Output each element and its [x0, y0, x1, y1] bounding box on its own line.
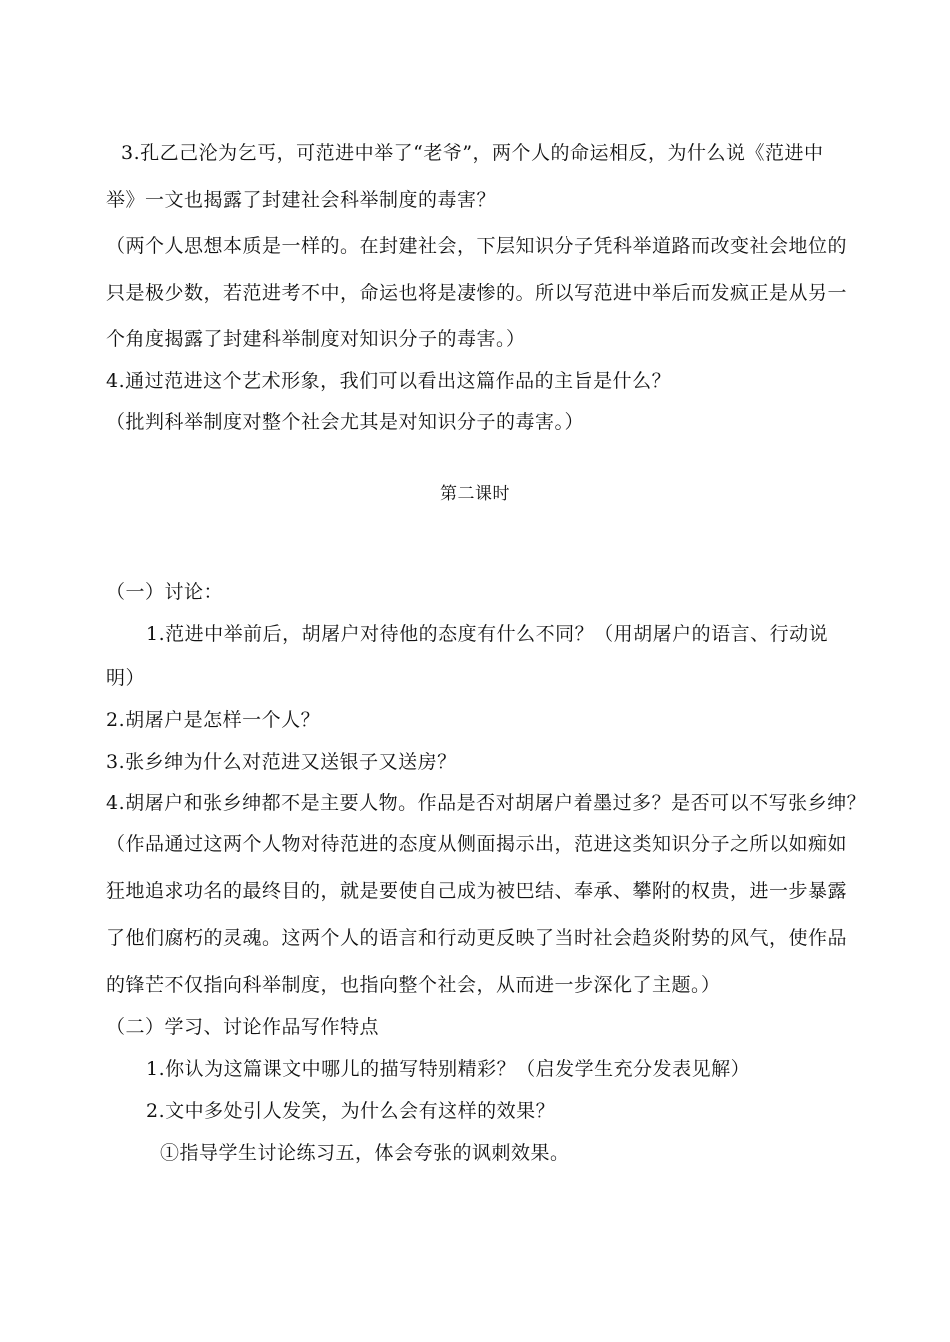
question-3-line-1: 3.孔乙己沦为乞丐，可范进中举了“老爷”，两个人的命运相反，为什么说《范进中: [121, 142, 824, 164]
answer-discussion-4-line-2: 狂地追求功名的最终目的，就是要使自己成为被巴结、奉承、攀附的权贵，进一步暴露: [106, 880, 848, 902]
question-4: 4.通过范进这个艺术形象，我们可以看出这篇作品的主旨是什么？: [106, 370, 672, 392]
discussion-4: 4.胡屠户和张乡绅都不是主要人物。作品是否对胡屠户着墨过多？是否可以不写张乡绅？: [106, 792, 867, 814]
answer-4: （批判科举制度对整个社会尤其是对知识分子的毒害。）: [106, 411, 585, 433]
part-1-heading: （一）讨论：: [106, 581, 224, 603]
discussion-1-line-2: 明）: [106, 667, 146, 689]
answer-discussion-4-line-3: 了他们腐朽的灵魂。这两个人的语言和行动更反映了当时社会趋炎附势的风气，使作品: [106, 927, 848, 949]
part-2-heading: （二）学习、讨论作品写作特点: [106, 1016, 380, 1038]
study-point-2: 2.文中多处引人发笑，为什么会有这样的效果？: [146, 1100, 556, 1122]
question-3-line-2: 举》一文也揭露了封建社会科举制度的毒害？: [106, 189, 497, 211]
study-point-2-sub-1: ①指导学生讨论练习五，体会夸张的讽刺效果。: [160, 1142, 570, 1164]
answer-discussion-4-line-4: 的锋芒不仅指向科举制度，也指向整个社会，从而进一步深化了主题。）: [106, 974, 721, 996]
study-point-1: 1.你认为这篇课文中哪儿的描写特别精彩？（启发学生充分发表见解）: [146, 1058, 751, 1080]
answer-3-line-3: 个角度揭露了封建科举制度对知识分子的毒害。）: [106, 328, 526, 350]
section-title: 第二课时: [440, 484, 510, 504]
discussion-3: 3.张乡绅为什么对范进又送银子又送房？: [106, 751, 457, 773]
answer-3-line-1: （两个人思想本质是一样的。在封建社会，下层知识分子凭科举道路而改变社会地位的: [106, 235, 848, 257]
answer-3-line-2: 只是极少数，若范进考不中，命运也将是凄惨的。所以写范进中举后而发疯正是从另一: [106, 282, 848, 304]
discussion-1-line-1: 1.范进中举前后，胡屠户对待他的态度有什么不同？（用胡屠户的语言、行动说: [146, 623, 829, 645]
discussion-2: 2.胡屠户是怎样一个人？: [106, 709, 321, 731]
answer-discussion-4-line-1: （作品通过这两个人物对待范进的态度从侧面揭示出，范进这类知识分子之所以如痴如: [106, 833, 848, 855]
